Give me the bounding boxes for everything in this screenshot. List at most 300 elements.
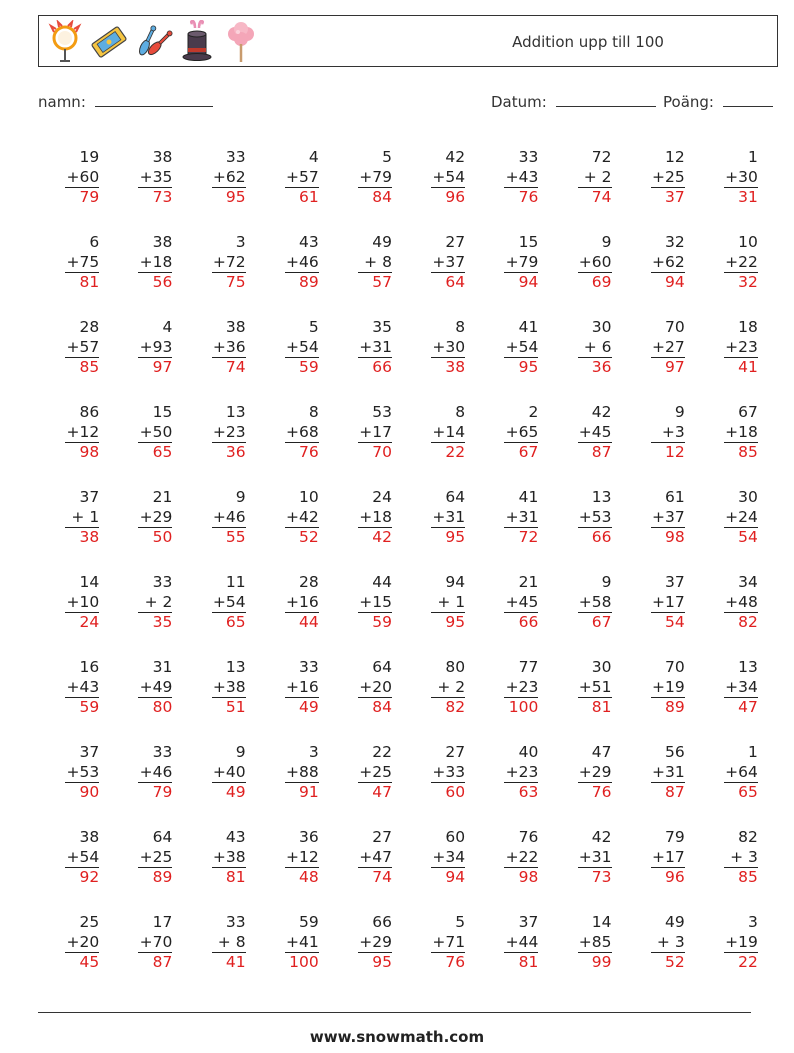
second-addend: +23: [505, 762, 539, 781]
problem-stack: [504, 403, 538, 463]
problem-stack: [504, 913, 538, 973]
problem-stack: [65, 913, 99, 973]
answer: 42: [358, 527, 392, 548]
answer: 67: [578, 612, 612, 633]
answer: 95: [358, 952, 392, 973]
first-addend: 41: [518, 318, 539, 336]
first-addend: 12: [664, 148, 685, 166]
problem-stack: [358, 403, 392, 463]
first-addend: 37: [79, 488, 100, 506]
addition-problem: [699, 656, 772, 741]
ring-of-fire-icon: [45, 20, 85, 64]
first-addend: 77: [518, 658, 539, 676]
problem-stack: [504, 828, 538, 888]
addition-problem: [40, 571, 113, 656]
addition-problem: [699, 911, 772, 996]
problem-stack: [285, 828, 319, 888]
problem-stack: [212, 318, 246, 378]
first-addend: 1: [748, 148, 758, 166]
addition-problem: [186, 571, 259, 656]
second-addend: +37: [432, 252, 466, 271]
first-addend: 38: [152, 233, 173, 251]
addition-problem: [333, 146, 406, 231]
date-field: [491, 92, 656, 111]
second-addend: +23: [725, 337, 758, 356]
second-addend: +31: [651, 762, 685, 781]
second-addend: +57: [66, 337, 100, 356]
first-addend: 44: [372, 573, 392, 591]
first-addend: 56: [664, 743, 685, 761]
answer: 85: [724, 867, 758, 888]
answer: 96: [651, 867, 685, 888]
addition-problem: [186, 911, 259, 996]
addition-problem: [186, 486, 259, 571]
problem-stack: [431, 318, 465, 378]
answer: 74: [358, 867, 392, 888]
answer: 50: [138, 527, 172, 548]
problem-stack: [285, 148, 319, 208]
answer: 41: [724, 357, 758, 378]
second-addend: +60: [66, 167, 100, 186]
answer: 52: [651, 952, 685, 973]
answer: 82: [724, 612, 758, 633]
answer: 76: [504, 187, 538, 208]
second-addend: +79: [505, 252, 539, 271]
second-addend: +3: [661, 422, 685, 441]
first-addend: 10: [738, 233, 758, 251]
addition-problem: [260, 571, 333, 656]
answer: 47: [724, 697, 758, 718]
problem-stack: [212, 488, 246, 548]
answer: 31: [724, 187, 758, 208]
second-addend: +62: [212, 167, 246, 186]
addition-problem: [626, 741, 699, 826]
problem-stack: [431, 488, 465, 548]
first-addend: 9: [601, 573, 612, 591]
second-addend: +42: [286, 507, 319, 526]
second-addend: +17: [359, 422, 392, 441]
problem-stack: [65, 658, 99, 718]
first-addend: 94: [445, 573, 466, 591]
answer: 75: [212, 272, 246, 293]
second-addend: +31: [505, 507, 539, 526]
score-field: [663, 92, 773, 111]
answer: 63: [504, 782, 538, 803]
answer: 61: [285, 187, 319, 208]
first-addend: 13: [225, 658, 246, 676]
addition-problem: [260, 401, 333, 486]
addition-problem: [406, 401, 479, 486]
problem-stack: [65, 828, 99, 888]
answer: 100: [504, 697, 538, 718]
addition-problem: [552, 571, 625, 656]
problem-stack: [138, 828, 172, 888]
header-icons: [45, 20, 261, 64]
problem-stack: [578, 913, 612, 973]
answer: 95: [212, 187, 246, 208]
first-addend: 19: [79, 148, 100, 166]
second-addend: +31: [578, 847, 612, 866]
second-addend: +37: [651, 507, 685, 526]
problem-stack: [724, 573, 758, 633]
addition-problem: [626, 316, 699, 401]
second-addend: +20: [359, 677, 392, 696]
addition-problem: [626, 231, 699, 316]
second-addend: +49: [139, 677, 173, 696]
first-addend: 31: [152, 658, 173, 676]
first-addend: 59: [299, 913, 319, 931]
answer: 95: [431, 612, 465, 633]
first-addend: 42: [591, 403, 612, 421]
addition-problem: [479, 571, 552, 656]
addition-problem: [626, 401, 699, 486]
addition-problem: [113, 316, 186, 401]
addition-problem: [552, 231, 625, 316]
addition-problem: [113, 486, 186, 571]
second-addend: +88: [286, 762, 319, 781]
answer: 67: [504, 442, 538, 463]
answer: 97: [138, 357, 172, 378]
answer: 54: [651, 612, 685, 633]
problem-stack: [285, 403, 319, 463]
answer: 72: [504, 527, 538, 548]
addition-problem: [406, 316, 479, 401]
second-addend: +25: [359, 762, 392, 781]
footer-divider: [38, 1012, 751, 1013]
answer: 65: [138, 442, 172, 463]
answer: 90: [65, 782, 99, 803]
answer: 87: [138, 952, 172, 973]
first-addend: 41: [518, 488, 539, 506]
problem-stack: [578, 233, 612, 293]
answer: 41: [212, 952, 246, 973]
addition-problem: [260, 911, 333, 996]
first-addend: 60: [445, 828, 466, 846]
second-addend: + 3: [730, 847, 758, 866]
first-addend: 64: [445, 488, 466, 506]
addition-problem: [260, 486, 333, 571]
second-addend: +38: [212, 677, 246, 696]
answer: 89: [285, 272, 319, 293]
first-addend: 30: [738, 488, 758, 506]
first-addend: 33: [152, 573, 173, 591]
name-label: namn:: [38, 93, 86, 111]
answer: 24: [65, 612, 99, 633]
second-addend: +38: [212, 847, 246, 866]
answer: 92: [65, 867, 99, 888]
first-addend: 86: [79, 403, 100, 421]
second-addend: +33: [432, 762, 466, 781]
second-addend: +93: [139, 337, 173, 356]
addition-problem: [406, 826, 479, 911]
first-addend: 70: [664, 318, 685, 336]
addition-problem: [113, 146, 186, 231]
problem-stack: [651, 488, 685, 548]
second-addend: +29: [139, 507, 173, 526]
problem-stack: [504, 488, 538, 548]
first-addend: 8: [308, 403, 319, 421]
problem-stack: [651, 658, 685, 718]
addition-problem: [479, 316, 552, 401]
second-addend: +72: [212, 252, 246, 271]
second-addend: +53: [66, 762, 100, 781]
problem-stack: [138, 148, 172, 208]
first-addend: 37: [664, 573, 685, 591]
answer: 89: [138, 867, 172, 888]
problem-stack: [212, 743, 246, 803]
addition-problem: [626, 571, 699, 656]
addition-problem: [113, 571, 186, 656]
addition-problem: [479, 656, 552, 741]
addition-problem: [260, 316, 333, 401]
first-addend: 43: [225, 828, 246, 846]
second-addend: +71: [432, 932, 466, 951]
answer: 96: [431, 187, 465, 208]
problem-stack: [358, 828, 392, 888]
addition-problem: [260, 826, 333, 911]
second-addend: +20: [66, 932, 100, 951]
date-underline: [556, 92, 656, 107]
first-addend: 13: [738, 658, 758, 676]
first-addend: 15: [152, 403, 173, 421]
second-addend: +53: [578, 507, 612, 526]
first-addend: 8: [455, 403, 466, 421]
second-addend: +31: [359, 337, 392, 356]
problem-stack: [358, 658, 392, 718]
problem-stack: [651, 318, 685, 378]
problem-stack: [504, 318, 538, 378]
first-addend: 38: [152, 148, 173, 166]
answer: 94: [651, 272, 685, 293]
problem-stack: [285, 318, 319, 378]
addition-problem: [186, 401, 259, 486]
problem-stack: [431, 573, 465, 633]
first-addend: 3: [308, 743, 319, 761]
answer: 37: [651, 187, 685, 208]
second-addend: +43: [505, 167, 539, 186]
problem-stack: [285, 573, 319, 633]
first-addend: 18: [738, 318, 758, 336]
problem-stack: [285, 233, 319, 293]
problem-stack: [431, 658, 465, 718]
addition-problem: [479, 486, 552, 571]
addition-problem: [40, 401, 113, 486]
problem-stack: [358, 913, 392, 973]
second-addend: +34: [725, 677, 758, 696]
first-addend: 6: [89, 233, 100, 251]
first-addend: 22: [372, 743, 392, 761]
first-addend: 37: [79, 743, 100, 761]
addition-problem: [699, 571, 772, 656]
answer: 52: [285, 527, 319, 548]
second-addend: +43: [66, 677, 100, 696]
answer: 66: [578, 527, 612, 548]
addition-problem: [333, 231, 406, 316]
second-addend: + 6: [583, 337, 612, 356]
addition-problem: [699, 826, 772, 911]
first-addend: 40: [518, 743, 539, 761]
second-addend: + 2: [583, 167, 612, 186]
second-addend: +50: [139, 422, 173, 441]
problem-stack: [358, 743, 392, 803]
addition-problem: [333, 911, 406, 996]
problem-stack: [578, 488, 612, 548]
second-addend: +10: [66, 592, 100, 611]
answer: 81: [578, 697, 612, 718]
addition-problem: [552, 741, 625, 826]
addition-problem: [186, 741, 259, 826]
answer: 49: [212, 782, 246, 803]
second-addend: + 3: [656, 932, 685, 951]
second-addend: +23: [505, 677, 539, 696]
problem-stack: [431, 233, 465, 293]
answer: 84: [358, 187, 392, 208]
answer: 85: [65, 357, 99, 378]
answer: 59: [358, 612, 392, 633]
addition-problem: [479, 146, 552, 231]
answer: 57: [358, 272, 392, 293]
first-addend: 36: [299, 828, 319, 846]
first-addend: 32: [664, 233, 685, 251]
first-addend: 61: [664, 488, 685, 506]
problem-stack: [724, 148, 758, 208]
answer: 76: [431, 952, 465, 973]
problem-grid: [40, 146, 772, 996]
first-addend: 33: [225, 913, 246, 931]
second-addend: +46: [139, 762, 173, 781]
answer: 36: [212, 442, 246, 463]
answer: 82: [431, 697, 465, 718]
second-addend: +18: [139, 252, 173, 271]
second-addend: +19: [651, 677, 685, 696]
answer: 32: [724, 272, 758, 293]
first-addend: 10: [299, 488, 319, 506]
second-addend: +64: [725, 762, 758, 781]
second-addend: +45: [505, 592, 539, 611]
first-addend: 33: [152, 743, 173, 761]
first-addend: 13: [591, 488, 612, 506]
answer: 87: [578, 442, 612, 463]
first-addend: 34: [738, 573, 758, 591]
second-addend: +15: [359, 592, 392, 611]
answer: 51: [212, 697, 246, 718]
second-addend: +17: [651, 592, 685, 611]
second-addend: +24: [725, 507, 758, 526]
second-addend: +62: [651, 252, 685, 271]
problem-stack: [724, 318, 758, 378]
second-addend: +12: [286, 847, 319, 866]
addition-problem: [186, 316, 259, 401]
second-addend: +54: [505, 337, 539, 356]
answer: 76: [285, 442, 319, 463]
addition-problem: [406, 656, 479, 741]
answer: 94: [504, 272, 538, 293]
first-addend: 49: [664, 913, 685, 931]
answer: 80: [138, 697, 172, 718]
answer: 95: [504, 357, 538, 378]
first-addend: 27: [445, 743, 466, 761]
addition-problem: [552, 826, 625, 911]
problem-stack: [358, 573, 392, 633]
answer: 81: [65, 272, 99, 293]
second-addend: + 1: [437, 592, 466, 611]
problem-stack: [578, 573, 612, 633]
second-addend: +34: [432, 847, 466, 866]
addition-problem: [479, 231, 552, 316]
second-addend: +30: [725, 167, 758, 186]
first-addend: 24: [372, 488, 392, 506]
addition-problem: [333, 316, 406, 401]
first-addend: 15: [518, 233, 539, 251]
first-addend: 42: [591, 828, 612, 846]
second-addend: +58: [578, 592, 612, 611]
answer: 74: [578, 187, 612, 208]
second-addend: +60: [578, 252, 612, 271]
answer: 38: [431, 357, 465, 378]
addition-problem: [260, 231, 333, 316]
problem-stack: [65, 488, 99, 548]
first-addend: 35: [372, 318, 392, 336]
problem-stack: [65, 233, 99, 293]
worksheet-header: [38, 15, 778, 67]
addition-problem: [333, 826, 406, 911]
first-addend: 9: [674, 403, 685, 421]
addition-problem: [40, 316, 113, 401]
second-addend: +79: [359, 167, 392, 186]
first-addend: 82: [738, 828, 758, 846]
answer: 12: [651, 442, 685, 463]
first-addend: 11: [225, 573, 246, 591]
answer: 94: [431, 867, 465, 888]
addition-problem: [699, 741, 772, 826]
addition-problem: [113, 401, 186, 486]
first-addend: 53: [372, 403, 392, 421]
second-addend: +54: [432, 167, 466, 186]
problem-stack: [651, 233, 685, 293]
problem-stack: [724, 488, 758, 548]
first-addend: 27: [372, 828, 392, 846]
answer: 65: [724, 782, 758, 803]
first-addend: 38: [79, 828, 100, 846]
first-addend: 67: [738, 403, 758, 421]
answer: 70: [358, 442, 392, 463]
problem-stack: [504, 233, 538, 293]
second-addend: +25: [651, 167, 685, 186]
problem-stack: [724, 233, 758, 293]
first-addend: 66: [372, 913, 392, 931]
addition-problem: [479, 741, 552, 826]
addition-problem: [552, 486, 625, 571]
addition-problem: [113, 656, 186, 741]
first-addend: 1: [748, 743, 758, 761]
problem-stack: [138, 233, 172, 293]
first-addend: 30: [591, 318, 612, 336]
answer: 91: [285, 782, 319, 803]
answer: 73: [138, 187, 172, 208]
problem-stack: [65, 318, 99, 378]
answer: 74: [212, 357, 246, 378]
addition-problem: [113, 231, 186, 316]
answer: 85: [724, 442, 758, 463]
problem-stack: [212, 148, 246, 208]
answer: 47: [358, 782, 392, 803]
second-addend: +45: [578, 422, 612, 441]
first-addend: 9: [601, 233, 612, 251]
answer: 49: [285, 697, 319, 718]
answer: 73: [578, 867, 612, 888]
problem-stack: [651, 828, 685, 888]
problem-stack: [724, 743, 758, 803]
